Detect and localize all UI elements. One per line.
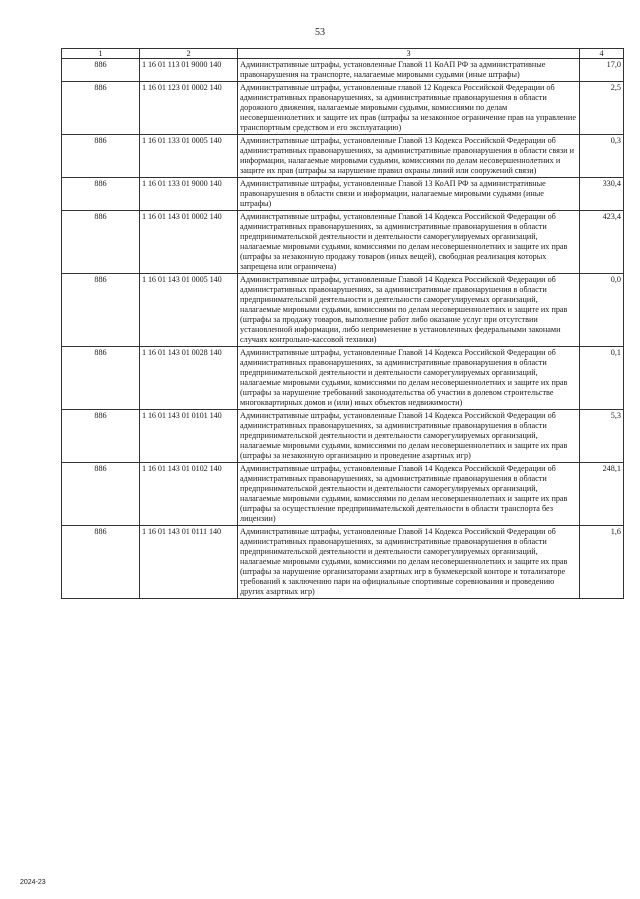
revenue-name-cell: Административные штрафы, установленные Главой 11 КоАП РФ за административные правонарушения на транспорте, налагаемые мировыми судьями (иные штрафы) (238, 59, 580, 82)
budget-classification-code-cell: 1 16 01 143 01 0101 140 (140, 410, 238, 463)
column-header-4: 4 (580, 49, 624, 59)
revenue-name-cell: Административные штрафы, установленные Главой 14 Кодекса Российской Федерации об административных правонарушениях, за административные правонарушения в области предпринимательской деятельности и деятельности саморегулируемых организаций, налагаемые мировыми судьями, комиссиями по делам несовершеннолетних и защите их прав (штрафы за продажу товаров, выполнение работ либо оказание услуг при отсутствии установленной информации, либо неприменение в установленных федеральными законами случаях контрольно-кассовой техники) (238, 274, 580, 347)
budget-classification-code-cell: 1 16 01 143 01 0028 140 (140, 347, 238, 410)
revenue-name-cell: Административные штрафы, установленные Главой 14 Кодекса Российской Федерации об административных правонарушениях, за административные правонарушения в области предпринимательской деятельности и деятельности саморегулируемых организаций, налагаемые мировыми судьями, комиссиями по делам несовершеннолетних и защите их прав (штрафы за нарушение организаторами азартных игр в букмекерской конторе и тотализаторе требований к заключению пари на официальные спортивные соревнования и проведению других азартных игр) (238, 526, 580, 599)
amount-cell: 1,6 (580, 526, 624, 599)
table-row (62, 410, 624, 463)
budget-classification-code-cell: 1 16 01 143 01 0005 140 (140, 274, 238, 347)
amount-cell: 248,1 (580, 463, 624, 526)
budget-classification-code-cell: 1 16 01 133 01 0005 140 (140, 135, 238, 178)
amount-cell: 0,1 (580, 347, 624, 410)
admin-code-cell: 886 (62, 410, 140, 463)
table-row (62, 135, 624, 178)
budget-classification-code-cell: 1 16 01 133 01 9000 140 (140, 178, 238, 211)
revenue-name-cell: Административные штрафы, установленные Главой 14 Кодекса Российской Федерации об административных правонарушениях, за административные правонарушения в области предпринимательской деятельности и деятельности саморегулируемых организаций, налагаемые мировыми судьями, комиссиями по делам несовершеннолетних и защите их прав (штрафы за осуществление предпринимательской деятельности в области транспорта без лицензии) (238, 463, 580, 526)
admin-code-cell: 886 (62, 178, 140, 211)
amount-cell: 0,3 (580, 135, 624, 178)
column-header-3: 3 (238, 49, 580, 59)
budget-classification-code-cell: 1 16 01 113 01 9000 140 (140, 59, 238, 82)
admin-code-cell: 886 (62, 463, 140, 526)
table-row (62, 211, 624, 274)
amount-cell: 423,4 (580, 211, 624, 274)
revenue-name-cell: Административные штрафы, установленные Главой 14 Кодекса Российской Федерации об административных правонарушениях, за административные правонарушения в области предпринимательской деятельности и деятельности саморегулируемых организаций, налагаемые мировыми судьями, комиссиями по делам несовершеннолетних и защите их прав (штрафы за нарушение требований законодательства об участии в долевом строительстве многоквартирных домов и (или) иных объектов недвижимости) (238, 347, 580, 410)
revenue-name-cell: Административные штрафы, установленные Главой 13 Кодекса Российской Федерации об административных правонарушениях, за административные правонарушения в области связи и информации, налагаемые мировыми судьями, комиссиями по делам несовершеннолетних и защите их прав (штрафы за нарушение правил охраны линий или сооружений связи) (238, 135, 580, 178)
budget-classification-code-cell: 1 16 01 143 01 0002 140 (140, 211, 238, 274)
table-row (62, 347, 624, 410)
amount-cell: 330,4 (580, 178, 624, 211)
revenue-name-cell: Административные штрафы, установленные главой 12 Кодекса Российской Федерации об административных правонарушениях, за административные правонарушения в области дорожного движения, налагаемые мировыми судьями, комиссиями по делам несовершеннолетних и защите их прав (штрафы за незаконное ограничение прав на управление транспортным средством и его эксплуатацию) (238, 82, 580, 135)
amount-cell: 17,0 (580, 59, 624, 82)
revenue-name-cell: Административные штрафы, установленные Главой 14 Кодекса Российской Федерации об административных правонарушениях, за административные правонарушения в области предпринимательской деятельности и деятельности саморегулируемых организаций, налагаемые мировыми судьями, комиссиями по делам несовершеннолетних и защите их прав (штрафы за незаконную продажу товаров (иных вещей), свободная реализация которых запрещена или ограничена) (238, 211, 580, 274)
footer-code: 2024-23 (20, 879, 46, 886)
amount-cell: 5,3 (580, 410, 624, 463)
budget-classification-code-cell: 1 16 01 123 01 0002 140 (140, 82, 238, 135)
revenue-name-cell: Административные штрафы, установленные Главой 14 Кодекса Российской Федерации об административных правонарушениях, за административные правонарушения в области предпринимательской деятельности и деятельности саморегулируемых организаций, налагаемые мировыми судьями, комиссиями по делам несовершеннолетних и защите их прав (штрафы за незаконную организацию и проведение азартных игр) (238, 410, 580, 463)
admin-code-cell: 886 (62, 82, 140, 135)
revenue-name-cell: Административные штрафы, установленные Главой 13 КоАП РФ за административные правонарушения в области связи и информации, налагаемые мировыми судьями (иные штрафы) (238, 178, 580, 211)
admin-code-cell: 886 (62, 59, 140, 82)
table-row (62, 178, 624, 211)
amount-cell: 0,0 (580, 274, 624, 347)
admin-code-cell: 886 (62, 211, 140, 274)
table-row (62, 82, 624, 135)
table-row (62, 59, 624, 82)
column-header-2: 2 (140, 49, 238, 59)
revenue-table (61, 48, 624, 599)
table-row (62, 274, 624, 347)
budget-classification-code-cell: 1 16 01 143 01 0102 140 (140, 463, 238, 526)
table-header-row (62, 49, 624, 59)
admin-code-cell: 886 (62, 526, 140, 599)
budget-classification-code-cell: 1 16 01 143 01 0111 140 (140, 526, 238, 599)
table-row (62, 526, 624, 599)
admin-code-cell: 886 (62, 274, 140, 347)
column-header-1: 1 (62, 49, 140, 59)
table-row (62, 463, 624, 526)
amount-cell: 2,5 (580, 82, 624, 135)
page-number: 53 (315, 27, 325, 38)
admin-code-cell: 886 (62, 347, 140, 410)
table-body (62, 59, 624, 599)
admin-code-cell: 886 (62, 135, 140, 178)
